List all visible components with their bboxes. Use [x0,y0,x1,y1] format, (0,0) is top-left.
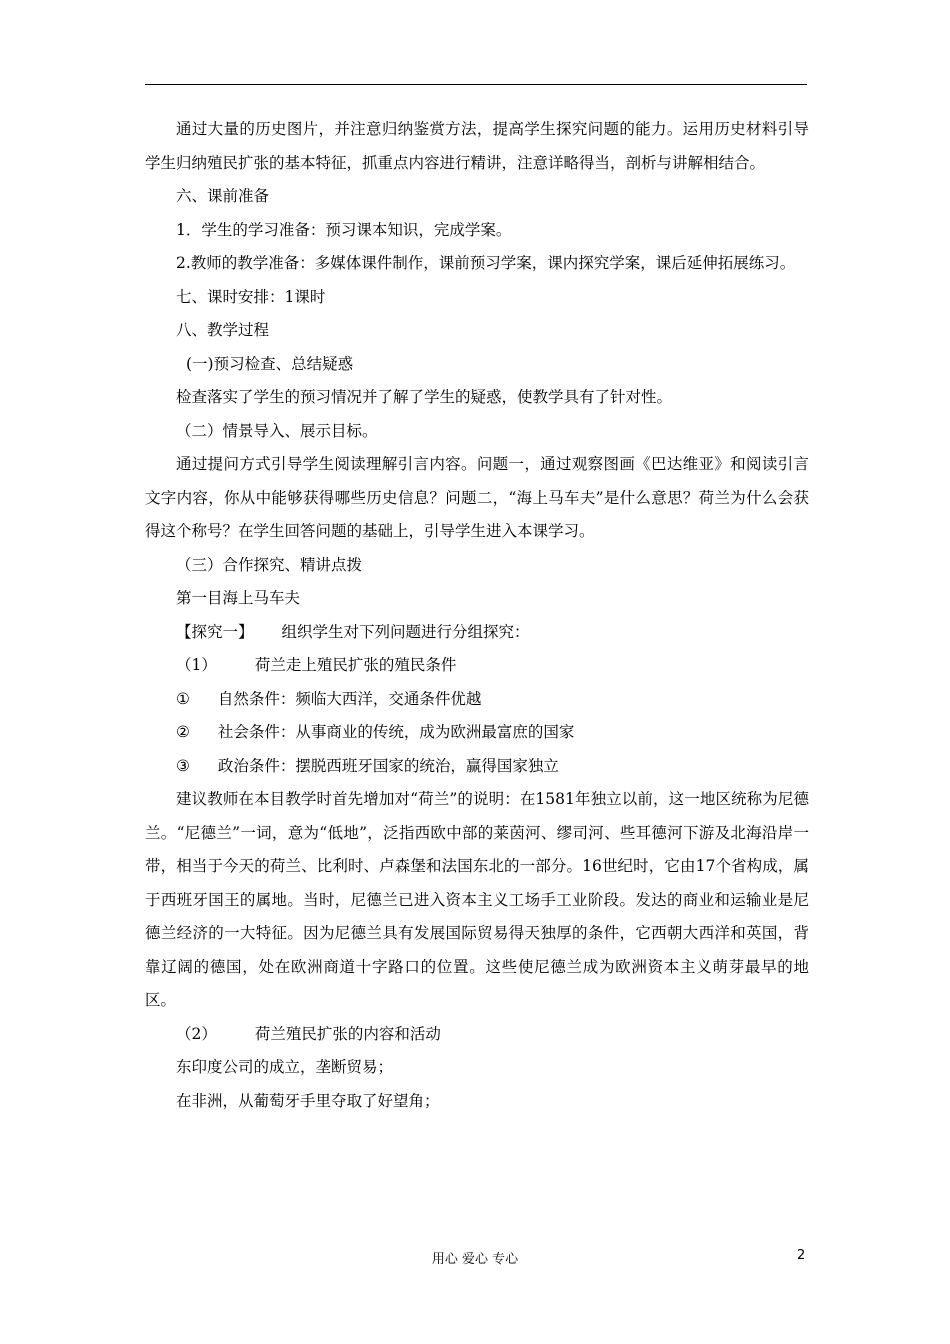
paragraph-methods: 通过大量的历史图片，并注意归纳鉴赏方法，提高学生探究问题的能力。运用历史材料引导学生归纳殖民扩张的基本特征，抓重点内容进行精讲，注意详略得当，剖析与讲解相结合。 [145,120,809,172]
prep-student: 1．学生的学习准备：预习课本知识，完成学案。 [176,220,512,239]
footer-text: 用心 爱心 专心 [431,1252,519,1267]
section-1-title: (一)预习检查、总结疑惑 [186,354,354,373]
condition-2 [145,716,809,750]
question-2-text: 荷兰殖民扩张的内容和活动 [254,1024,441,1043]
heading-schedule: 七、课时安排：1课时 [176,287,326,306]
explore-tag: 【探究一】 [176,622,254,641]
activity-1: 东印度公司的成立，垄断贸易； [176,1058,394,1076]
topic-1-title: 第一目海上马车夫 [176,589,301,607]
document-body [145,113,809,1118]
section-2-text: 通过提问方式引导学生阅读理解引言内容。问题一，通过观察图画《巴达维亚》和阅读引言文字内容，你从中能够获得哪些历史信息？问题二，“海上马车夫”是什么意思？荷兰为什么会获得这个称号？在学生回答问题的基础上，引导学生进入本课学习。 [145,455,809,540]
question-1 [145,649,809,683]
question-1-number: （1） [176,656,217,674]
page-number: 2 [797,1248,806,1263]
heading-process: 八、教学过程 [176,321,270,339]
section-3-title: （三）合作探究、精讲点拨 [176,555,363,574]
condition-2-text: 社会条件：从事商业的传统，成为欧洲最富庶的国家 [217,723,575,741]
explore-text: 组织学生对下列问题进行分组探究： [281,622,530,641]
netherlands-paragraph: 建议教师在本目教学时首先增加对“荷兰”的说明：在1581年独立以前，这一地区统称为尼德兰。“尼德兰”一词，意为“低地”，泛指西欧中部的莱茵河、缪司河、些耳德河下游及北海沿岸一带，相当于今天的荷兰、比利时、卢森堡和法国东北的一部分。16世纪时，它由17个省构成，属于西班牙国王的属地。当时，尼德兰已进入资本主义工场手工业阶段。发达的商业和运输业是尼德兰经济的一大特征。因为尼德兰具有发展国际贸易得天独厚的条件，它西朝大西洋和英国，背靠辽阔的德国，处在欧洲商道十字路口的位置。这些使尼德兰成为欧洲资本主义萌芽最早的地区。 [145,790,809,1009]
header-rule [145,84,807,85]
section-2-title: （二）情景导入、展示目标。 [176,421,378,440]
question-2 [145,1018,809,1052]
question-2-number: （2） [176,1024,217,1043]
condition-3 [145,750,809,784]
condition-2-number: ② [176,723,190,741]
heading-preparation: 六、课前准备 [176,187,270,205]
section-1-text: 检查落实了学生的预习情况并了解了学生的疑惑，使教学具有了针对性。 [176,388,673,406]
explore-1 [145,616,809,650]
activity-2: 在非洲，从葡萄牙手里夺取了好望角； [176,1091,440,1110]
prep-teacher: 2.教师的教学准备：多媒体课件制作，课前预习学案，课内探究学案，课后延伸拓展练习。 [176,254,796,272]
condition-1-number: ① [176,689,190,708]
question-1-text: 荷兰走上殖民扩张的殖民条件 [254,656,457,674]
condition-1-text: 自然条件：频临大西洋，交通条件优越 [217,689,482,708]
condition-3-number: ③ [176,756,190,775]
condition-3-text: 政治条件：摆脱西班牙国家的统治，赢得国家独立 [217,756,559,775]
condition-1 [145,683,809,717]
